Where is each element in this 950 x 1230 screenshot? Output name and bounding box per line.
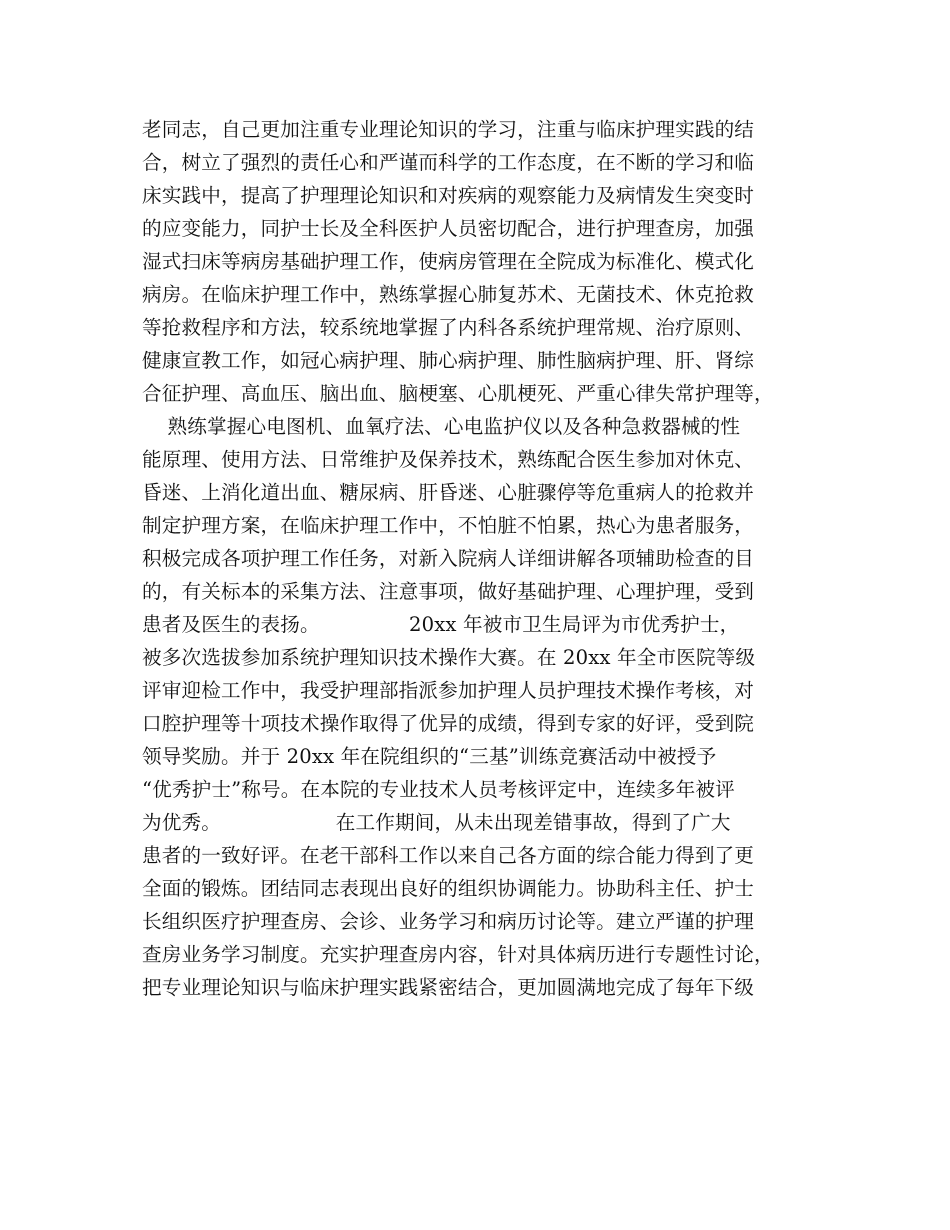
text-line: 床实践中，提高了护理理论知识和对疾病的观察能力及病情发生突变时 — [142, 184, 755, 207]
text-line: 把专业理论知识与临床护理实践紧密结合，更加圆满地完成了每年下级 — [142, 976, 755, 999]
text-line: 熟练掌握心电图机、血氧疗法、心电监护仪以及各种急救器械的性 — [142, 415, 741, 438]
text-line: 的，有关标本的采集方法、注意事项，做好基础护理、心理护理，受到 — [142, 580, 755, 603]
text-line: 湿式扫床等病房基础护理工作，使病房管理在全院成为标准化、模式化 — [142, 250, 755, 273]
body-text — [142, 113, 822, 1004]
text-line: 积极完成各项护理工作任务，对新入院病人详细讲解各项辅助检查的目 — [142, 547, 755, 570]
text-line: 健康宣教工作，如冠心病护理、肺心病护理、肺性脑病护理、肝、肾综 — [142, 349, 755, 372]
text-line: 能原理、使用方法、日常维护及保养技术，熟练配合医生参加对休克、 — [142, 448, 755, 471]
text-line: 全面的锻炼。团结同志表现出良好的组织协调能力。协助科主任、护士 — [142, 877, 755, 900]
text-line: 制定护理方案，在临床护理工作中，不怕脏不怕累，热心为患者服务， — [142, 514, 755, 537]
text-line: 领导奖励。并于 20xx 年在院组织的“三基”训练竞赛活动中被授予 — [142, 745, 717, 768]
text-line: 病房。在临床护理工作中，熟练掌握心肺复苏术、无菌技术、休克抢救 — [142, 283, 755, 306]
text-line: 合，树立了强烈的责任心和严谨而科学的工作态度，在不断的学习和临 — [142, 151, 755, 174]
text-line: 被多次选拔参加系统护理知识技术操作大赛。在 20xx 年全市医院等级 — [142, 646, 756, 669]
text-line: 评审迎检工作中，我受护理部指派参加护理人员护理技术操作考核，对 — [142, 679, 755, 702]
text-line: 患者及医生的表扬。 20xx 年被市卫生局评为市优秀护士， — [142, 613, 740, 636]
text-line: “优秀护士”称号。在本院的专业技术人员考核评定中，连续多年被评 — [142, 778, 735, 801]
text-line: 查房业务学习制度。充实护理查房内容，针对具体病历进行专题性讨论， — [142, 943, 774, 966]
text-line: 等抢救程序和方法，较系统地掌握了内科各系统护理常规、治疗原则、 — [142, 316, 755, 339]
text-line: 合征护理、高血压、脑出血、脑梗塞、心肌梗死、严重心律失常护理等， — [142, 382, 774, 405]
text-line: 老同志，自己更加注重专业理论知识的学习，注重与临床护理实践的结 — [142, 118, 755, 141]
text-line: 昏迷、上消化道出血、糖尿病、肝昏迷、心脏骤停等危重病人的抢救并 — [142, 481, 755, 504]
text-line: 的应变能力，同护士长及全科医护人员密切配合，进行护理查房，加强 — [142, 217, 755, 240]
text-line: 患者的一致好评。在老干部科工作以来自己各方面的综合能力得到了更 — [142, 844, 755, 867]
text-line: 口腔护理等十项技术操作取得了优异的成绩，得到专家的好评，受到院 — [142, 712, 755, 735]
text-line: 长组织医疗护理查房、会诊、业务学习和病历讨论等。建立严谨的护理 — [142, 910, 755, 933]
text-line: 为优秀。 在工作期间，从未出现差错事故，得到了广大 — [142, 811, 731, 834]
